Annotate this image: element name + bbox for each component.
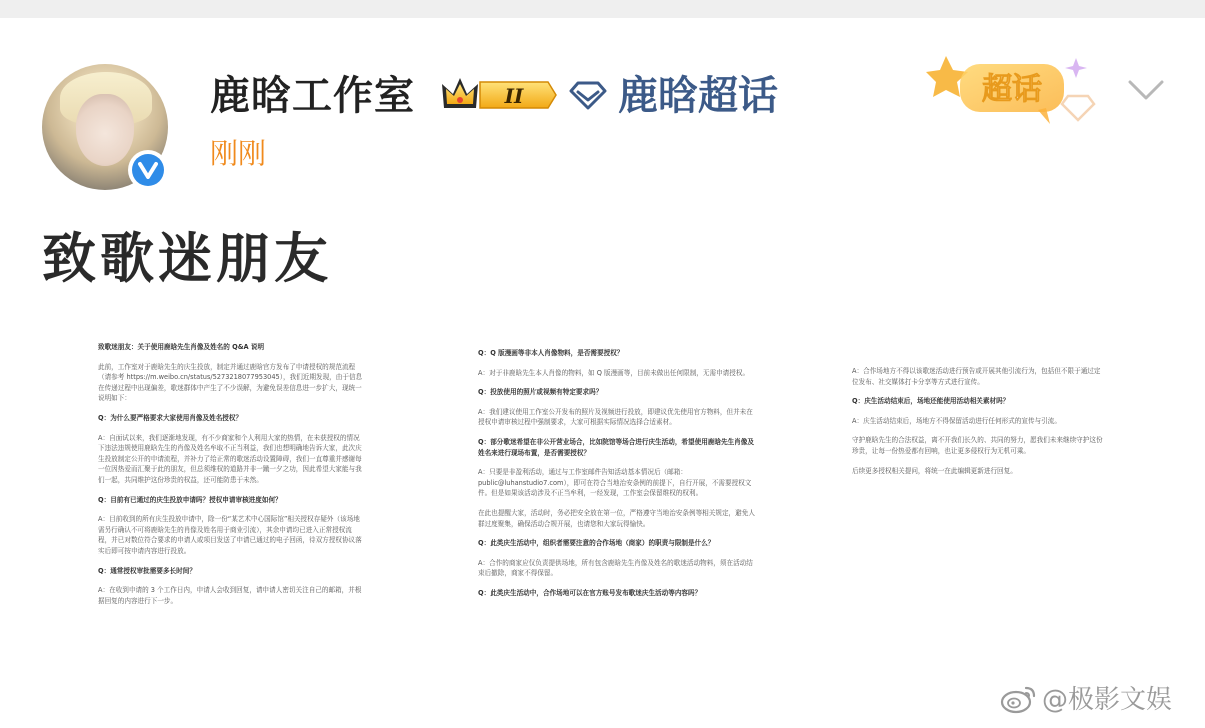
attached-document-image[interactable]: [90, 330, 1130, 728]
document-column-2: [478, 348, 756, 608]
author-name[interactable]: 鹿晗工作室: [210, 73, 415, 119]
document-answer: 守护鹿晗先生的合法权益，离不开我们长久的、共同的努力，愿我们未来继续守护这份珍贵，让每一份热爱都有回响，也让更多侵权行为无机可乘。: [852, 436, 1103, 455]
document-answer: A：对于非鹿晗先生本人肖像的物料，如 Q 版漫画等，目前未做出任何限制，无需申请授权。: [478, 368, 750, 377]
crown-level-text: II: [504, 84, 524, 108]
document-question: Q：此类庆生活动中，组织者需要注意的合作场地（商家）的职责与限制是什么？: [478, 539, 715, 548]
weibo-logo-icon: [1000, 682, 1038, 718]
document-answer: 后续更多授权相关提问，将统一在此编辑更新进行回复。: [852, 466, 1017, 475]
document-answer: 在此也提醒大家，活动时，务必把安全放在第一位，严格遵守当地治安条例等相关规定，避免人群过度聚集，确保活动合规开展，也请您和大家玩得愉快。: [478, 508, 755, 528]
verified-v-icon: [128, 150, 168, 190]
document-column-3: [852, 366, 1104, 485]
post-time: 刚刚: [210, 137, 267, 170]
chevron-down-icon[interactable]: [1126, 74, 1166, 104]
document-question: Q：Q 版漫画等非本人肖像物料，是否需要授权？: [478, 349, 624, 357]
diamond-icon: [568, 78, 608, 112]
document-answer: A：在收到申请的 3 个工作日内，申请人会收到回复，请申请人密切关注自己的邮箱，并根据回复的内容进行下一步。: [98, 586, 362, 605]
watermark-text: @极影文娱: [1042, 685, 1173, 715]
document-question: Q：部分歌迷希望在非公开营业场合，比如院馆等场合进行庆生活动，希望使用鹿晗先生肖像及姓名来进行现场布置，是否需要授权？: [478, 437, 754, 457]
badge-text: 超话: [982, 72, 1042, 107]
top-status-bar: [0, 0, 1205, 18]
document-answer: A：自面试以来，我们逐渐地发现，有不少商家和个人利用大家的热情，在未获授权的情况下违法违规使用鹿晗先生的肖像及姓名牟取不正当利益，我们也想明确地告诉大家，此次庆生投放制定公开的申请流程，并补力了给正常的歌迷活动设置障碍，我们一直尊重并感谢每一位因热爱而汇聚于此的朋友，但总须维权的道路并非一蹴一夕之功，因此希望大家能与我们一起，共同维护这份珍贵的权益，还可能防患于未然。: [98, 433, 362, 484]
supertopic-badge[interactable]: [918, 46, 1102, 132]
watermark: [1000, 680, 1172, 720]
document-answer: A：庆生活动结束后，场地方不得保留活动进行任何形式的宣传与引流。: [852, 416, 1061, 425]
document-question: Q：通常授权审批需要多长时间？: [98, 566, 196, 575]
document-question: Q：庆生活动结束后，场地还能使用活动相关素材吗？: [852, 397, 1010, 406]
document-question: Q：此类庆生活动中，合作场地可以在官方账号发布歌迷庆生活动等内容吗？: [478, 588, 702, 597]
document-question: 致歌迷朋友：关于使用鹿晗先生肖像及姓名的 Q&A 说明: [98, 343, 265, 351]
document-answer: A：合作场地方不得以该歌迷活动进行预告或开展其他引流行为，包括但不限于通过定位发布、社交媒体打卡分享等方式进行宣传。: [852, 367, 1101, 386]
crown-level-icon[interactable]: [440, 74, 558, 116]
document-question: Q：为什么要严格要求大家使用肖像及姓名授权？: [98, 413, 243, 422]
document-question: Q：目前有已通过的庆生投放申请吗？授权申请审核进度如何？: [98, 495, 282, 504]
document-answer: A：目前收到的所有庆生投放申请中，除一份“某艺术中心国际馆”相关授权存疑外（该场地需另行确认不可将鹿晗先生的肖像及姓名用于商业引流），其余申请均已进入正常授权流程，并已对数位符合要求的申请人或项目发送了申请已通过的电子回函，待双方授权协议落实后即可按申请内容进行投放。: [98, 515, 362, 555]
document-answer: 此前，工作室对于鹿晗先生的庆生投放，制定并通过鹿晗官方发布了申请授权的规范流程（请参考 https://m.weibo.cn/status/5273218077953045），我们近期发现，由于信息在传递过程中出现偏差，歌迷群体中产生了不少误解，为避免误差信息进一步扩大，现统一说明如下：: [98, 362, 363, 403]
document-answer: A：合作的商家应仅负责提供场地，所有包含鹿晗先生肖像及姓名的歌迷活动物料，须在活动结束后撤除，商家不得保留。: [478, 558, 753, 578]
document-question: Q：投放使用的照片或视频有特定要求吗？: [478, 388, 603, 397]
supertopic-link[interactable]: 鹿晗超话: [618, 73, 778, 119]
document-answer: A：我们建议使用工作室公开发布的照片及视频进行投放，即建议优先使用官方物料，但并未在授权申请审核过程中强制要求，大家可根据实际情况选择合适素材。: [478, 407, 753, 427]
document-column-1: [98, 342, 364, 615]
post-title: 致歌迷朋友: [42, 227, 332, 290]
author-avatar[interactable]: [42, 64, 168, 190]
document-answer: A：只要是非盈利活动，通过与工作室邮件告知活动基本情况后（邮箱：public@luhanstudio7.com），即可在符合当地治安条例的前提下，自行开展，不需要授权文件。但是如果该活动涉及不正当牟利，一经发现，工作室会保留维权的权利。: [478, 468, 752, 498]
